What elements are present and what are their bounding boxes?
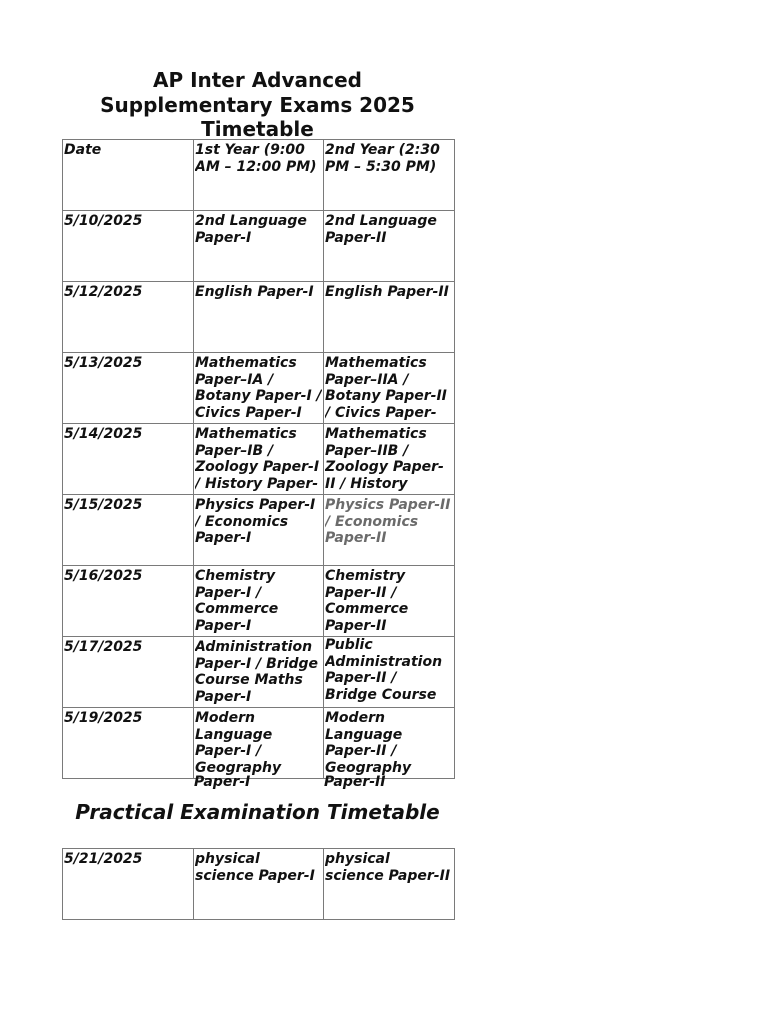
- cell-second-year: 2nd Language Paper-II: [324, 211, 455, 282]
- cell-first-year: Modern Language Paper-I / Geography: [194, 708, 324, 779]
- title-line-1: AP Inter Advanced: [152, 68, 363, 92]
- title-line-2: Supplementary Exams 2025: [100, 92, 415, 117]
- cell-date: 5/21/2025: [63, 849, 194, 920]
- cell-date: 5/17/2025: [63, 637, 194, 708]
- cell-second-year: Physics Paper-II / Economics Paper-II: [324, 495, 455, 566]
- cell-second-year: Modern Language Paper-II / Geography: [324, 708, 455, 779]
- cell-date: 5/12/2025: [63, 282, 194, 353]
- cell-date: 5/10/2025: [63, 211, 194, 282]
- practical-timetable-table: [62, 848, 455, 920]
- cell-first-year: Chemistry Paper-I / Commerce Paper-I: [194, 566, 324, 637]
- cell-second-year: English Paper-II: [324, 282, 455, 353]
- cell-date: 5/19/2025: [63, 708, 194, 779]
- title-line-3: Timetable: [201, 117, 314, 141]
- table-row: [63, 424, 455, 495]
- table-header-row: [63, 140, 455, 211]
- table-row: [63, 495, 455, 566]
- table-row: [63, 211, 455, 282]
- header-first-year: 1st Year (9:00 AM – 12:00 PM): [194, 140, 324, 211]
- table-row: [63, 708, 455, 779]
- cell-second-year: Mathematics Paper–IIB / Zoology Paper-II / History: [324, 424, 455, 495]
- table-row: [63, 849, 455, 920]
- cell-first-year: Mathematics Paper–IB / Zoology Paper-I / History Paper-: [194, 424, 324, 495]
- cell-date: 5/13/2025: [63, 353, 194, 424]
- cell-first-year: physical science Paper-I: [194, 849, 324, 920]
- cell-second-year: Chemistry Paper-II / Commerce Paper-II: [324, 566, 455, 637]
- cell-first-year: Physics Paper-I / Economics Paper-I: [194, 495, 324, 566]
- cell-date: 5/14/2025: [63, 424, 194, 495]
- table-row: [63, 566, 455, 637]
- page-title: [62, 68, 453, 142]
- header-date: Date: [63, 140, 194, 211]
- table-row: [63, 353, 455, 424]
- cell-second-year: Public Administration Paper-II / Bridge Course: [324, 637, 455, 708]
- header-second-year: 2nd Year (2:30 PM – 5:30 PM): [324, 140, 455, 211]
- table-row: [63, 637, 455, 708]
- cell-first-year: Mathematics Paper–IA / Botany Paper-I / Civics Paper-I: [194, 353, 324, 424]
- practical-title: Practical Examination Timetable: [75, 800, 440, 824]
- overflow-text-first-year: Paper-I: [194, 774, 251, 790]
- cell-second-year: physical science Paper-II: [324, 849, 455, 920]
- cell-first-year: 2nd Language Paper-I: [194, 211, 324, 282]
- cell-first-year: Administration Paper-I / Bridge Course Maths Paper-I: [194, 637, 324, 708]
- exam-timetable-table: [62, 139, 455, 779]
- cell-first-year: English Paper-I: [194, 282, 324, 353]
- cell-second-year: Mathematics Paper–IIA / Botany Paper-II / Civics Paper-: [324, 353, 455, 424]
- table-row: [63, 282, 455, 353]
- overflow-text-second-year: Paper-II: [324, 774, 386, 790]
- cell-date: 5/15/2025: [63, 495, 194, 566]
- cell-date: 5/16/2025: [63, 566, 194, 637]
